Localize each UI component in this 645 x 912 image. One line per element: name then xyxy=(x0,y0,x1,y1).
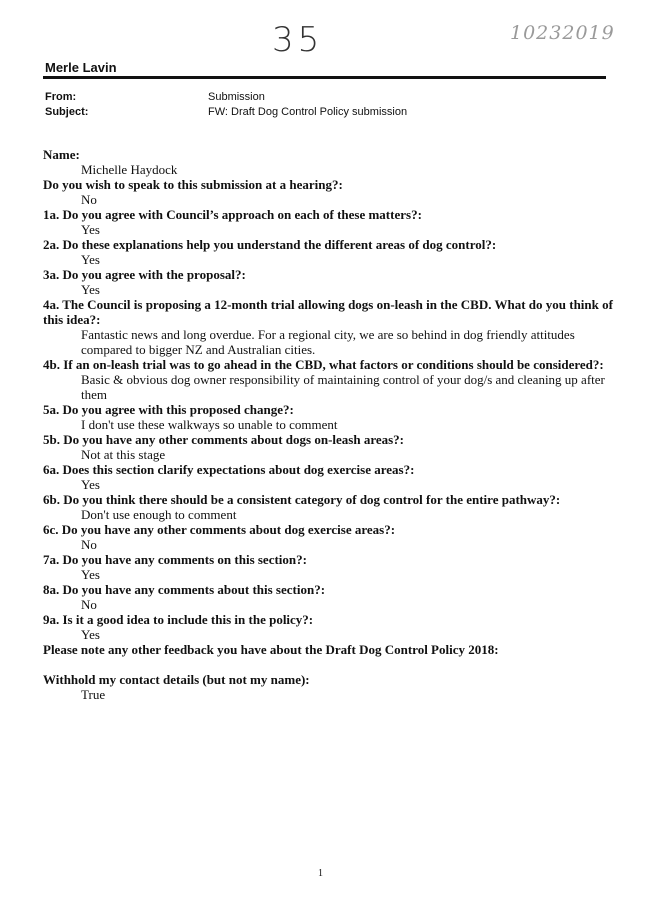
qa-item xyxy=(43,207,613,237)
reference-code: 10232019 xyxy=(510,22,615,44)
qa-item xyxy=(43,552,613,582)
answer-text: Fantastic news and long overdue. For a regional city, we are so behind in dog friendly attitudes compared to bigger NZ and Australian cities. xyxy=(81,327,575,357)
question-text: 3a. Do you agree with the proposal?: xyxy=(43,267,246,282)
answer-text: Yes xyxy=(81,282,100,297)
question-text: Withhold my contact details (but not my name): xyxy=(43,672,310,687)
submission-answers xyxy=(43,147,613,702)
question-text: Name: xyxy=(43,147,80,162)
question-text: 9a. Is it a good idea to include this in the policy?: xyxy=(43,612,314,627)
subject-label: Subject: xyxy=(45,106,89,118)
header-divider xyxy=(43,76,606,79)
answer-text: No xyxy=(81,597,97,612)
answer-text: Basic & obvious dog owner responsibility of maintaining control of your dog/s and cleaning up after them xyxy=(81,372,605,402)
qa-item xyxy=(43,672,613,702)
question-text: Do you wish to speak to this submission at a hearing?: xyxy=(43,177,343,192)
from-label: From: xyxy=(45,91,77,103)
answer-text: Yes xyxy=(81,252,100,267)
question-text: 5b. Do you have any other comments about dogs on-leash areas?: xyxy=(43,432,405,447)
subject-value: FW: Draft Dog Control Policy submission xyxy=(208,106,408,118)
qa-item xyxy=(43,582,613,612)
question-text: 4a. The Council is proposing a 12-month trial allowing dogs on-leash in the CBD. What do you think of this idea?: xyxy=(43,297,613,327)
handwritten-page-number: 35 xyxy=(272,20,324,60)
question-text: 6c. Do you have any other comments about dog exercise areas?: xyxy=(43,522,396,537)
qa-item xyxy=(43,642,613,657)
qa-item xyxy=(43,147,613,177)
answer-text: No xyxy=(81,192,97,207)
question-text: 8a. Do you have any comments about this section?: xyxy=(43,582,326,597)
qa-item xyxy=(43,237,613,267)
answer-text: Yes xyxy=(81,477,100,492)
sender-name: Merle Lavin xyxy=(45,60,117,75)
answer-text: Michelle Haydock xyxy=(81,162,178,177)
question-text: 7a. Do you have any comments on this section?: xyxy=(43,552,307,567)
qa-item xyxy=(43,432,613,462)
answer-text: I don't use these walkways so unable to comment xyxy=(81,417,338,432)
question-text: 1a. Do you agree with Council’s approach on each of these matters?: xyxy=(43,207,422,222)
question-text: 4b. If an on-leash trial was to go ahead in the CBD, what factors or conditions should be considered?: xyxy=(43,357,604,372)
question-text: 6a. Does this section clarify expectations about dog exercise areas?: xyxy=(43,462,415,477)
qa-item xyxy=(43,177,613,207)
answer-text: True xyxy=(81,687,106,702)
answer-text: No xyxy=(81,537,97,552)
answer-text: Yes xyxy=(81,222,100,237)
qa-item xyxy=(43,297,613,357)
answer-text: Yes xyxy=(81,567,100,582)
answer-text: Don't use enough to comment xyxy=(81,507,237,522)
qa-item xyxy=(43,522,613,552)
question-text: 5a. Do you agree with this proposed change?: xyxy=(43,402,294,417)
qa-item xyxy=(43,357,613,402)
qa-item xyxy=(43,402,613,432)
question-text: 6b. Do you think there should be a consistent category of dog control for the entire pathway?: xyxy=(43,492,561,507)
from-value: Submission xyxy=(208,91,265,103)
page-number: 1 xyxy=(318,868,323,879)
answer-text: Not at this stage xyxy=(81,447,166,462)
qa-item xyxy=(43,492,613,522)
question-text: Please note any other feedback you have about the Draft Dog Control Policy 2018: xyxy=(43,642,499,657)
qa-item xyxy=(43,267,613,297)
qa-item xyxy=(43,612,613,642)
qa-item xyxy=(43,462,613,492)
question-text: 2a. Do these explanations help you understand the different areas of dog control?: xyxy=(43,237,497,252)
answer-text: Yes xyxy=(81,627,100,642)
